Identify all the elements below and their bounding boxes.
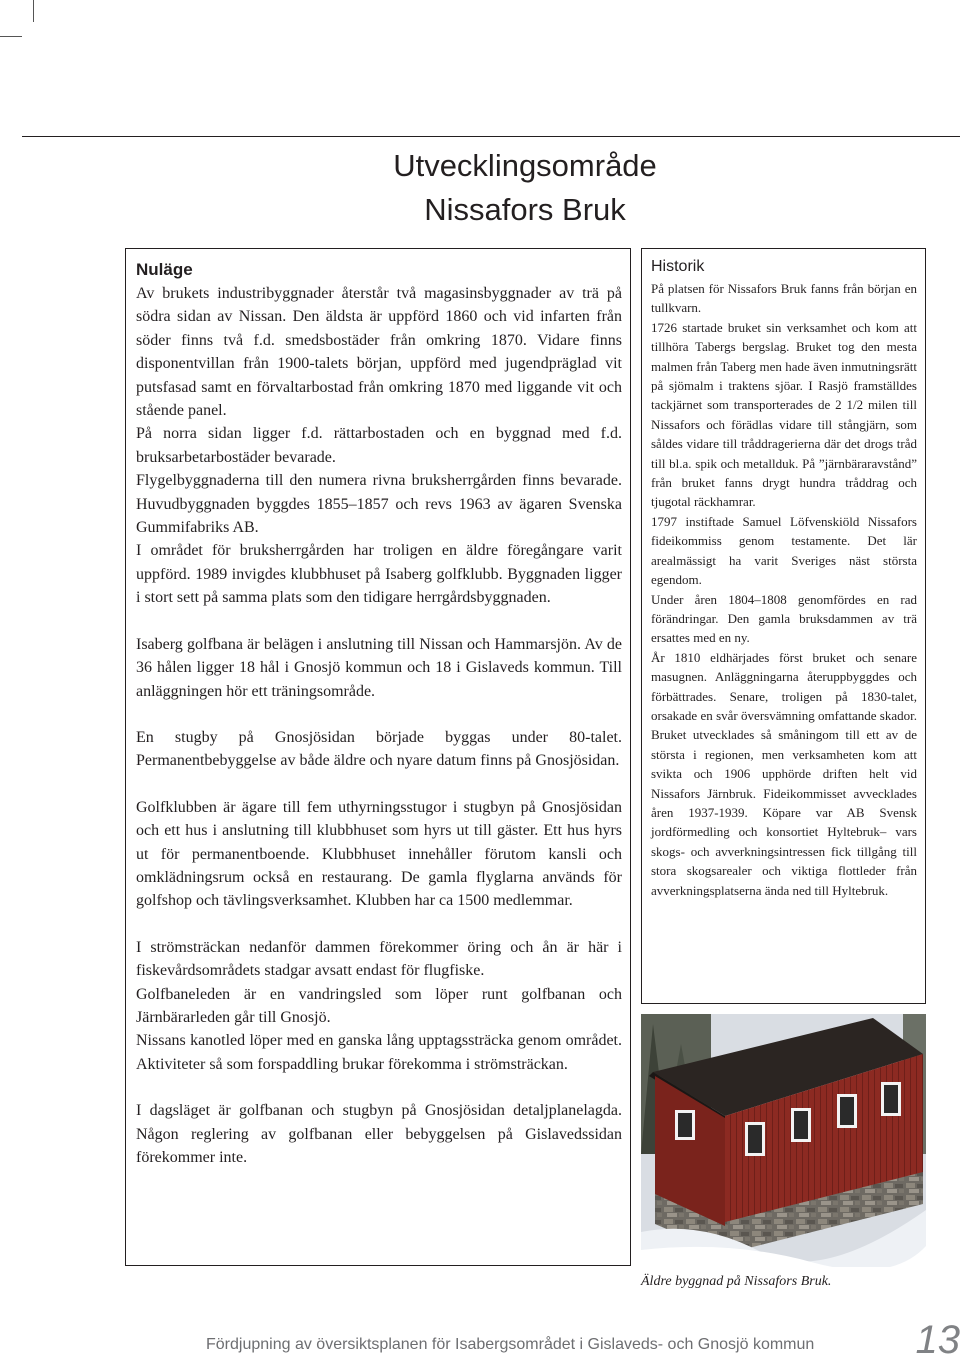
crop-mark-horizontal [0, 36, 22, 37]
paragraph-north-side: På norra sidan ligger f.d. rättarbostaden och en byggnad med f.d. bruksarbetarbostäder bevarade. [136, 425, 622, 466]
paragraph-fishing: I strömsträckan nedanför dammen förekommer öring och ån är här i fiskevårdsområdets stadgar avsatt endast för flugfiske. [136, 938, 622, 980]
history-paragraph-1804: Under åren 1804–1808 genomfördes en rad förändringar. Den gamla bruksdammen av trä ersattes med en ny. [651, 591, 917, 646]
current-situation-box [125, 248, 631, 1266]
paragraph-golf-course: Isaberg golfbana är belägen i anslutning till Nissan och Hammarsjön. Av de 36 hålen ligger 18 hål i Gnosjö kommun och 18 i Gislaveds kommun. Till anläggningen hör ett träningsområde. [136, 635, 622, 700]
history-paragraph-1726: 1726 startade bruket sin verksamhet och kom att tillhöra Tabergs bergslag. Bruket tog den mesta malmen från Taberg men hade även inmutningsrätt på sjömalm i traktens sjöar. I Rasjö framställdes tackjärnet som transporterades de 2 1/2 milen till Nissafors och förädlas vidare till stångjärn, som såldes vidare till tråddragerierna där det drogs tråd till bl.a. spik och metallduk. På ”järnbäraravstånd” från bruket fanns drygt hundra tråddrag och tjugotal räckhamrar. [651, 319, 917, 510]
history-paragraph-origin: På platsen för Nissafors Bruk fanns från början en tullkvarn. [651, 281, 917, 316]
paragraph-buildings: Av brukets industribyggnader återstår två magasinsbyggnader av trä på södra sidan av Nissan. Den äldsta är uppförd 1860 och vid infarten från söder finns två f.d. smedsbostäder från omkring 1870. Vidare finns disponentvillan från 1900-talets början, uppförd med jugendpräglad vit putsfasad samt en förvaltarbostad från omkring 1870 med liggande vit och stående panel. [136, 285, 622, 420]
paragraph-golf-club: Golfklubben är ägare till fem uthyrningsstugor i stugbyn på Gnosjösidan och ett hus i anslutning till klubbhuset som hyrs ut till gäster. Ett hus hyrs ut för permanentboende. Klubbhuset innehåller förutom kansli och omklädningsrum också en restaurang. De gamla flyglarna används för golfshop och tävlingsverksamhet. Klubben har ca 1500 medlemmar. [136, 798, 622, 910]
paragraph-wing-buildings: Flygelbyggnaderna till den numera rivna bruksherrgården finns bevarade. Huvudbyggnaden byggdes 1855–1857 och revs 1963 av ägaren Svenska Gummifabriks AB. [136, 472, 622, 537]
paragraph-planning: I dagsläget är golfbanan och stugbyn på Gnosjösidan detaljplanelagda. Någon reglering av golfbanan eller bebyggelsen på Gislavedssidan förekommer inte. [136, 1102, 622, 1166]
history-box [641, 248, 926, 1004]
paragraph-canoe: Nissans kanotled löper med en ganska lång upptagssträcka genom området. Aktiviteter så som forspaddling brukar förekomma i strömsträckan. [136, 1032, 622, 1073]
crop-mark-vertical [33, 0, 34, 22]
title-line-2: Nissafors Bruk [424, 192, 626, 227]
history-paragraph-1810: År 1810 eldhärjades först bruket och senare masugnen. Anläggningarna återuppbyggdes och förbättrades. Senare, troligen på 1830-talet, orsakade en svår översvämning omfattande skador. Bruket utvecklades så småningom till ett av de största i regionen, men verksamheten kom att svikta och 1906 upphörde driften helt vid Nissafors Järnbruk. Fideikommisset avvecklades åren 1937-1939. Köpare var AB Svensk jordförmedling och konsortiet Hyltebruk– vars skogs- och avverkningsintressen fick tillgång till stora skogsarealer och viktiga flottleder från avverkningsplatserna ända ned till Hyltebruk. [651, 649, 917, 898]
photo-caption: Äldre byggnad på Nissafors Bruk. [641, 1274, 832, 1289]
history-paragraph-1797: 1797 instiftade Samuel Löfvenskiöld Nissafors fideikommiss genom testamente. Det lär arealmässigt ha varit Sveriges näst största egendom. [651, 513, 917, 588]
history-heading: Historik [651, 258, 705, 275]
red-wooden-building-illustration [641, 1014, 926, 1267]
current-situation-heading: Nuläge [136, 260, 193, 279]
footer-text: Fördjupning av översiktsplanen för Isabergsområdet i Gislaveds- och Gnosjö kommun [206, 1336, 815, 1353]
paragraph-trails: Golfbaneleden är en vandringsled som löper runt golfbanan och Järnbärarleden går till Gnosjö. [136, 985, 622, 1026]
title-line-1: Utvecklingsområde [393, 148, 657, 183]
page-title [340, 144, 710, 232]
page-number: 13 [915, 1318, 960, 1362]
header-rule [22, 136, 960, 137]
building-photo [641, 1014, 926, 1267]
paragraph-cottage-village: En stugby på Gnosjösidan började byggas under 80-talet. Permanentbebyggelse av både äldre och nyare datum finns på Gnosjösidan. [136, 728, 622, 770]
paragraph-manor-area: I området för bruksherrgården har troligen en äldre föregångare varit uppförd. 1989 invigdes klubbhuset på Isaberg golfklubb. Byggnaden ligger i stort sett på samma plats som den tidigare herrgårdsbyggnaden. [136, 542, 622, 607]
